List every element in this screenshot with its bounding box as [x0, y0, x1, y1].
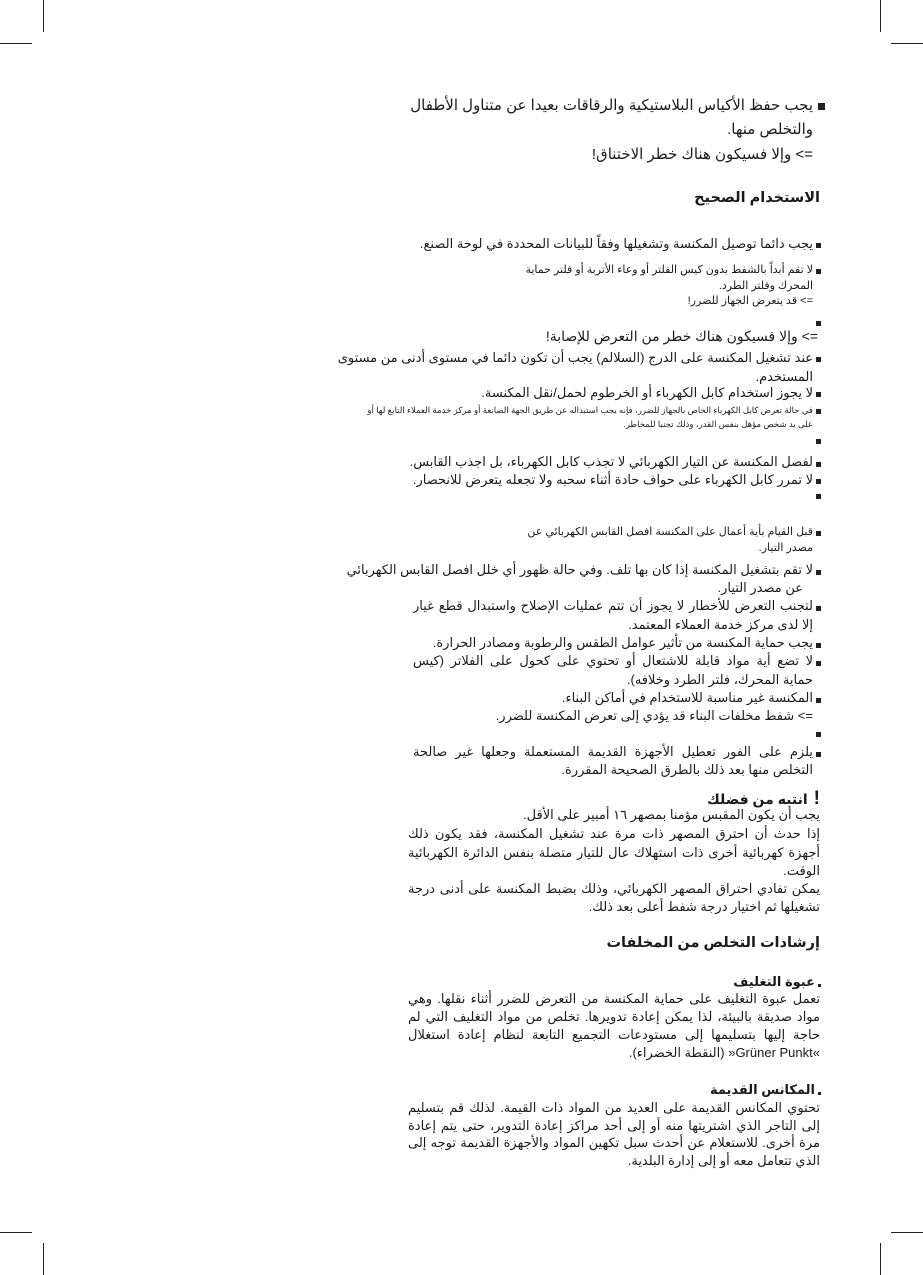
list-item: => شفط مخلفات البناء قد يؤدي إلى تعرض المكنسة للضرر.	[495, 708, 813, 723]
crop-mark	[891, 43, 923, 44]
attention-line: تشغيلها ثم اختيار درجة شفط أعلى بعد ذلك.	[588, 899, 820, 914]
bullet-icon	[816, 732, 821, 737]
bullet-icon	[816, 606, 821, 611]
crop-mark	[43, 0, 44, 32]
bullet-icon	[816, 269, 821, 274]
list-item: يجب حماية المكنسة من تأثير عوامل الطقس والرطوبة ومصادر الحرارة.	[432, 635, 813, 650]
list-item: لتجنب التعرض للأخطار لا يجوز أن تتم عمليات الإصلاح واستبدال قطع غيار	[413, 598, 813, 613]
bullet-icon	[816, 479, 821, 484]
section-heading-disposal: إرشادات التخلص من المخلفات	[606, 935, 820, 951]
list-item: يجب دائما توصيل المكنسة وتشغيلها وفقاً للبيانات المحددة في لوحة الصنع.	[419, 236, 813, 251]
crop-mark	[891, 1232, 923, 1233]
bullet-icon	[818, 103, 825, 110]
paragraph-line: تحتوي المكانس القديمة على العديد من المواد ذات القيمة. لذلك قم بتسليم	[408, 1100, 820, 1115]
list-item: عند تشغيل المكنسة على الدرج (السلالم) يجب أن تكون دائما في مستوى أدنى من مستوى	[337, 350, 813, 365]
attention-line: الوقت.	[783, 863, 820, 878]
bullet-icon	[816, 494, 821, 499]
subheading-packaging: عبوة التغليف	[733, 974, 815, 989]
list-item: لفصل المكنسة عن التيار الكهربائي لا تجذب كابل الكهرباء، بل اجذب القابس.	[409, 454, 813, 469]
bullet-icon	[816, 357, 821, 362]
attention-line: أجهزة كهربائية أخرى ذات استهلاك عال للتيار متصلة بنفس الدائرة الكهربائية	[408, 845, 820, 860]
crop-mark	[880, 0, 881, 32]
list-item: المستخدم.	[755, 369, 813, 384]
warning-line: والتخلص منها.	[727, 121, 813, 138]
list-item: المحرك وفلتر الطرد.	[718, 280, 813, 292]
subheading-old-devices: المكانس القديمة	[709, 1082, 815, 1097]
attention-line: يمكن تفادي احتراق المصهر الكهربائي، وذلك بضبط المكنسة على أدنى درجة	[408, 881, 820, 896]
list-item: لا تقم أبداً بالشفط بدون كيس الفلتر أو وعاء الأتربة أو فلتر حماية	[525, 264, 813, 276]
bullet-icon	[816, 409, 821, 414]
list-item: لا تقم بتشغيل المكنسة إذا كان بها تلف. وفي حالة ظهور أي خلل افصل القابس الكهربائي	[346, 562, 813, 577]
bullet-icon	[816, 752, 821, 757]
list-item: قبل القيام بأية أعمال على المكنسة افصل القابس الكهربائي عن	[527, 526, 813, 538]
crop-mark	[0, 1232, 32, 1233]
bullet-icon	[816, 643, 821, 648]
bullet-icon	[816, 321, 821, 326]
list-item: حماية المحرك، فلتر الطرد وخلافه).	[626, 672, 813, 687]
list-item: لا يجوز استخدام كابل الكهرباء أو الخرطوم لحمل/نقل المكنسة.	[481, 385, 813, 400]
list-item: التخلص منها بعد ذلك بالطرق الصحيحة المقررة.	[561, 762, 813, 777]
paragraph-line: مواد صديقة بالبيئة، لذا يمكن إعادة تدويرها. تخلص من مواد التغليف التي لم	[408, 1009, 820, 1024]
exclamation-icon: !	[813, 788, 820, 809]
paragraph-line: إلى التاجر الذي اشتريتها منه أو إلى أحد مراكز إعادة التدوير، حتى يتم إعادة	[408, 1118, 820, 1133]
bullet-icon	[818, 984, 821, 987]
warning-line: => وإلا فسيكون هناك خطر الاختناق!	[591, 146, 813, 163]
bullet-icon	[816, 661, 821, 666]
attention-line: يجب أن يكون المقبس مؤمنا بمصهر ١٦ أمبير على الأقل.	[523, 807, 820, 822]
list-item: لا تمرر كابل الكهرباء على حواف حادة أثناء سحبه ولا تجعله يتعرض للانحصار.	[412, 472, 813, 487]
list-item: لا تضع أية مواد قابلة للاشتعال أو تحتوي على كحول على الفلاتر (كيس	[413, 653, 813, 668]
crop-mark	[880, 1243, 881, 1275]
crop-mark	[0, 43, 32, 44]
paragraph-line: تعمل عبوة التغليف على حماية المكنسة من التعرض للضرر أثناء نقلها. وهي	[408, 991, 820, 1006]
list-item: المكنسة غير مناسبة للاستخدام في أماكن البناء.	[561, 690, 813, 705]
attention-title: انتبه من فضلك	[706, 791, 808, 807]
bullet-icon	[816, 462, 821, 467]
list-item: عن مصدر التيار.	[717, 580, 803, 595]
bullet-icon	[816, 570, 821, 575]
bullet-icon	[818, 1092, 821, 1095]
paragraph-line: مرة أخرى. للاستعلام عن أحدث سبل تكهين المواد والأجهزة القديمة توجه إلى	[408, 1135, 820, 1150]
injury-warning: => وإلا فسيكون هناك خطر من التعرض للإصابة!	[545, 328, 818, 344]
list-item: يلزم على الفور تعطيل الأجهزة القديمة المستعملة وجعلها غير صالحة	[413, 744, 813, 759]
bullet-icon	[816, 439, 821, 444]
bullet-icon	[816, 698, 821, 703]
list-item: في حالة تعرض كابل الكهرباء الخاص بالجهاز للضرر، فإنه يجب استبداله عن طريق الجهة الصانعة أو مركز خدمة العملاء التابع لها أو	[367, 405, 813, 415]
bullet-icon	[816, 392, 821, 397]
paragraph-line: »Grüner Punkt« (النقطة الخضراء).	[628, 1045, 820, 1060]
warning-line: يجب حفظ الأكياس البلاستيكية والرقاقات بعيدا عن متناول الأطفال	[410, 97, 813, 114]
bullet-icon	[816, 243, 821, 248]
list-item: على يد شخص مؤهل بنفس القدر، وذلك تجنبا للمخاطر.	[623, 419, 813, 429]
list-item: => قد يتعرض الجهاز للضرر!	[687, 295, 813, 307]
list-item: إلا لدى مركز خدمة العملاء المعتمد.	[628, 617, 813, 632]
crop-mark	[43, 1243, 44, 1275]
section-heading-correct-use: الاستخدام الصحيح	[694, 190, 820, 206]
paragraph-line: الذي تتعامل معه أو إلى إدارة البلدية.	[627, 1153, 820, 1168]
list-item: مصدر التيار.	[758, 542, 813, 554]
attention-line: إذا حدث أن احترق المصهر ذات مرة عند تشغيل المكنسة، فقد يكون ذلك	[408, 826, 820, 841]
bullet-icon	[816, 531, 821, 536]
paragraph-line: حاجة إليها بتسليمها إلى مستودعات التجميع التابعة لنظام إعادة استغلال	[408, 1027, 820, 1042]
